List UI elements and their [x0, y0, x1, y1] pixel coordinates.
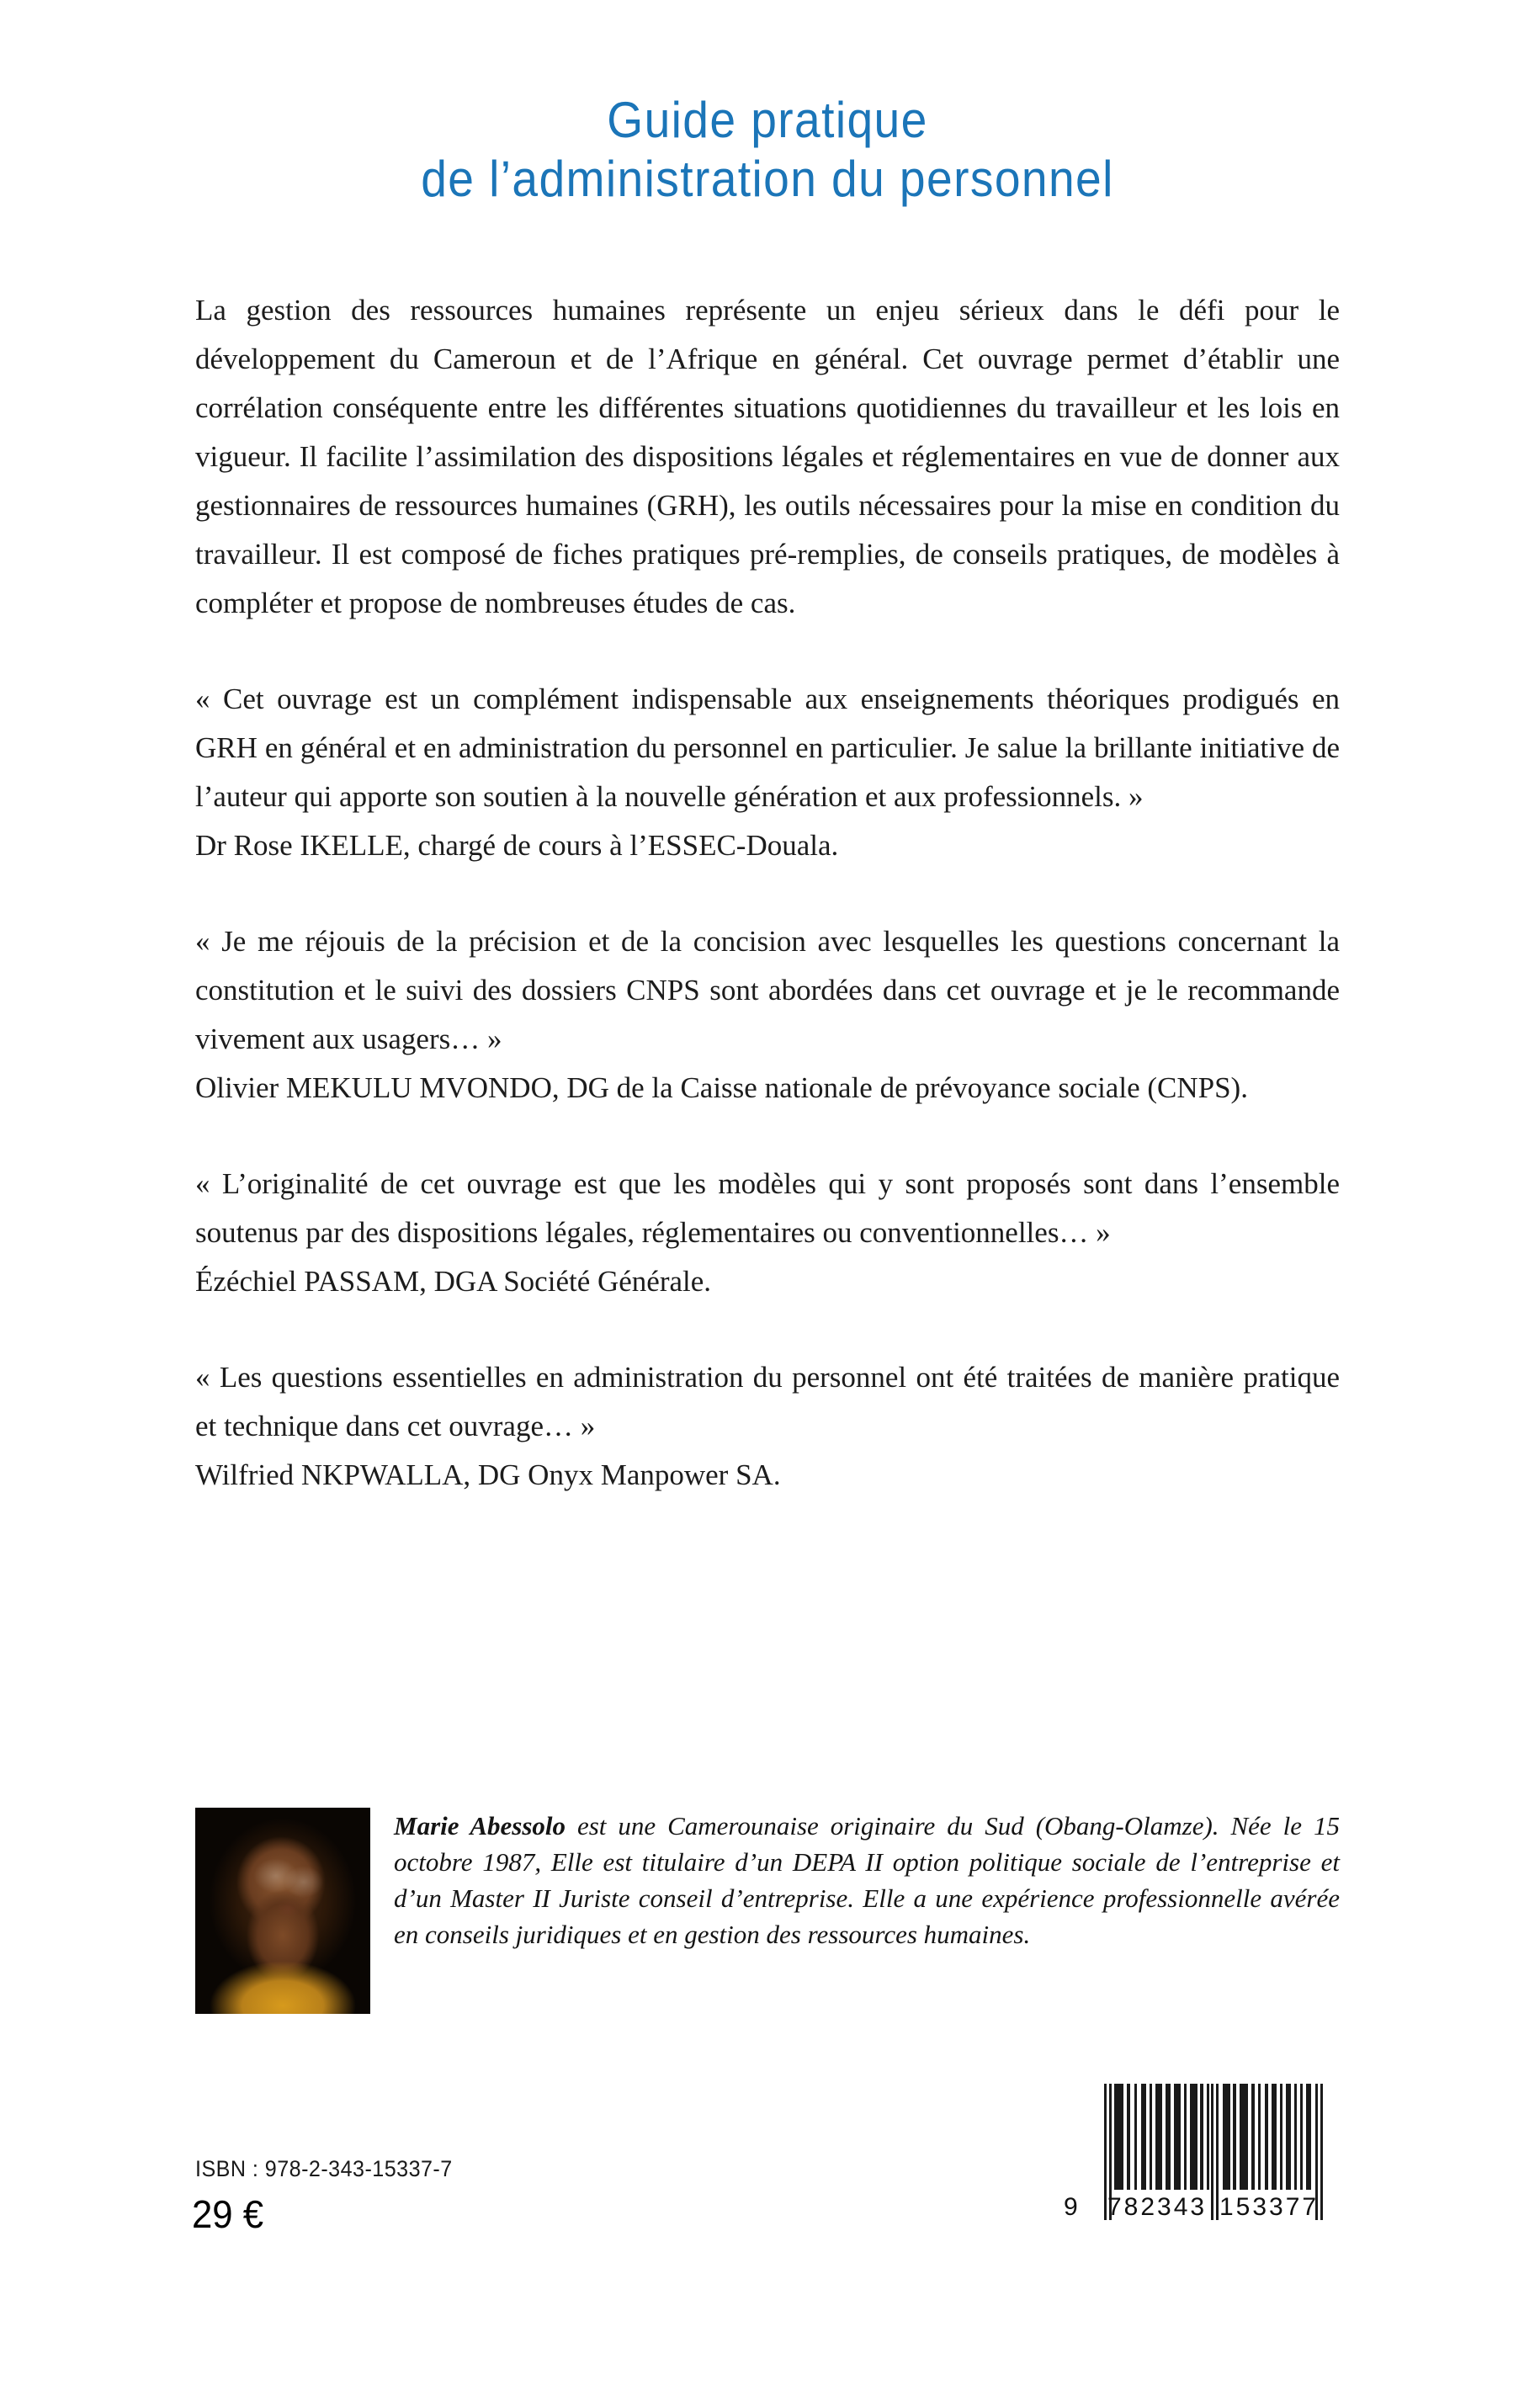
testimonial-attribution-4: Wilfried NKPWALLA, DG Onyx Manpower SA.: [195, 1458, 781, 1491]
title-line-1: Guide pratique: [607, 92, 928, 148]
testimonial-attribution-2: Olivier MEKULU MVONDO, DG de la Caisse nationale de prévoyance sociale (CNPS).: [195, 1071, 1248, 1104]
barcode-right-group: 153377: [1219, 2193, 1320, 2221]
barcode-digits: [1063, 2193, 1341, 2227]
price-text: 29 €: [192, 2192, 264, 2236]
testimonial-quote-1: « Cet ouvrage est un complément indispensable aux enseignements théoriques prodigués en GRH en général et en administration du personnel en particulier. Je salue la brillante initiative de l’auteur qui apporte son soutien à la nouvelle génération et aux professionnels. »: [195, 683, 1340, 813]
paragraph-spacer: [195, 1113, 1340, 1160]
ean13-barcode: [1063, 2080, 1341, 2230]
author-name: Marie Abessolo: [394, 1811, 566, 1841]
author-bio-body: est une Camerounaise originaire du Sud (Obang-Olamze). Née le 15 octobre 1987, Elle est titulaire d’un DEPA II option politique sociale de l’entreprise et d’un Master II Juriste conseil d’entreprise. Elle a une expérience professionnelle avérée en conseils juridiques et en gestion des ressources humaines.: [394, 1811, 1341, 1949]
testimonial-attribution-1: Dr Rose IKELLE, chargé de cours à l’ESSEC-Douala.: [195, 829, 839, 862]
paragraph-spacer: [195, 1306, 1340, 1353]
blurb-section: [195, 286, 1340, 1500]
page-title: [195, 91, 1340, 208]
paragraph-spacer: [195, 870, 1340, 917]
paragraph-spacer: [195, 628, 1340, 675]
testimonial-quote-3: « L’originalité de cet ouvrage est que les modèles qui y sont proposés sont dans l’ensemble soutenus par des dispositions légales, réglementaires ou conventionnelles… »: [195, 1167, 1340, 1249]
author-bio-text: [370, 1808, 1340, 1952]
barcode-left-group: 782343: [1107, 2193, 1208, 2221]
title-line-2: de l’administration du personnel: [421, 150, 1114, 207]
isbn-text: ISBN : 978-2-343-15337-7: [195, 2156, 453, 2181]
author-portrait-photo: [195, 1808, 370, 2014]
barcode-lead-digit: 9: [1064, 2193, 1081, 2221]
testimonial-attribution-3: Ézéchiel PASSAM, DGA Société Générale.: [195, 1265, 712, 1298]
blurb-paragraph: La gestion des ressources humaines représente un enjeu sérieux dans le défi pour le développement du Cameroun et de l’Afrique en général. Cet ouvrage permet d’établir une corrélation conséquente entre les différentes situations quotidiennes du travailleur et les lois en vigueur. Il facilite l’assimilation des dispositions légales et réglementaires en vue de donner aux gestionnaires de ressources humaines (GRH), les outils nécessaires pour la mise en condition du travailleur. Il est composé de fiches pratiques pré-remplies, de conseils pratiques, de modèles à compléter et propose de nombreuses études de cas.: [195, 294, 1340, 619]
testimonial-quote-2: « Je me réjouis de la précision et de la concision avec lesquelles les questions concernant la constitution et le suivi des dossiers CNPS sont abordées dans cet ouvrage et je le recommande vivement aux usagers… »: [195, 925, 1340, 1055]
testimonial-quote-4: « Les questions essentielles en administration du personnel ont été traitées de manière pratique et technique dans cet ouvrage… »: [195, 1361, 1340, 1442]
author-bio: [195, 1808, 1340, 2014]
